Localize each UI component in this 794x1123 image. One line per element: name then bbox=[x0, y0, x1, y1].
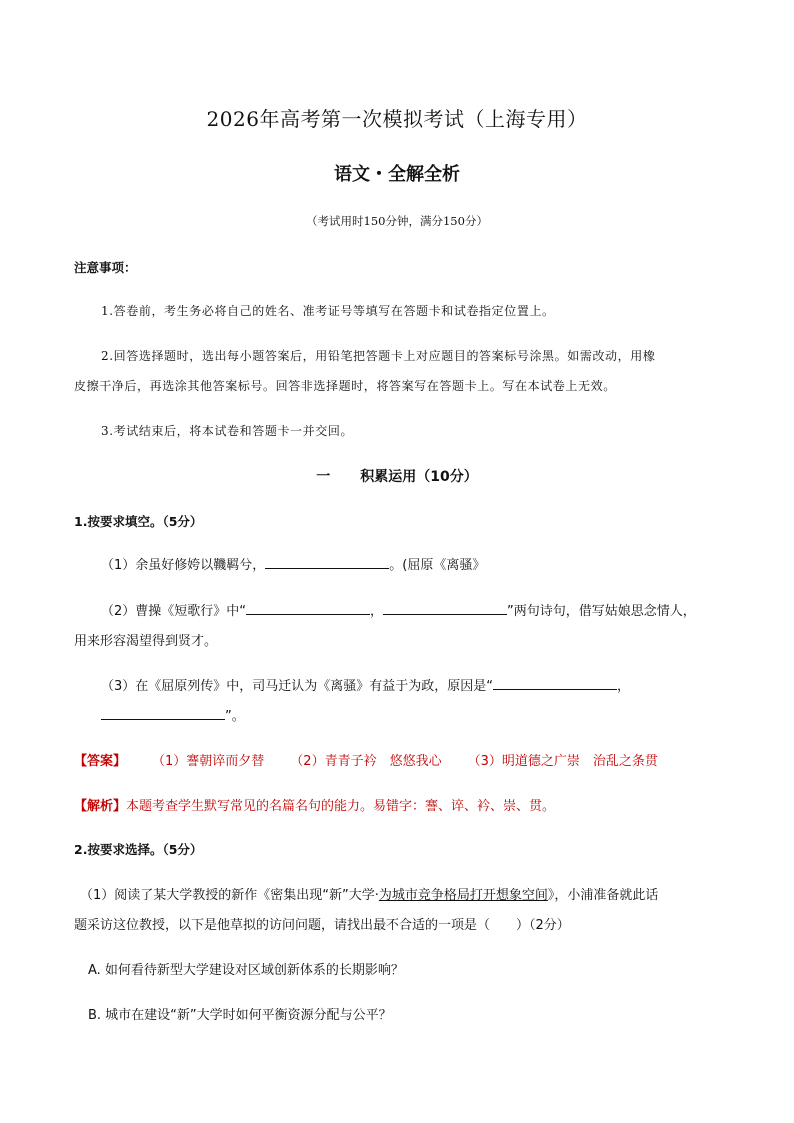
question-2-part-1 bbox=[80, 884, 658, 903]
answer-blank[interactable] bbox=[383, 602, 507, 615]
answer-blank[interactable] bbox=[493, 677, 617, 690]
q1-p2-comma: ， bbox=[370, 604, 384, 619]
question-2-part-1-line-2: 题采访这位教授，以下是他草拟的访问问题，请找出最不合适的一项是（ ）（2分） bbox=[74, 918, 570, 933]
section-heading bbox=[0, 466, 794, 486]
analysis-text: 本题考查学生默写常见的名篇名句的能力。易错字：謇、谇、衿、崇、贯。 bbox=[126, 799, 556, 814]
question-2-heading: 2.按要求选择。（5分） bbox=[74, 842, 203, 857]
question-1-heading: 1.按要求填空。（5分） bbox=[74, 514, 203, 529]
analysis-line bbox=[74, 795, 555, 814]
option-a[interactable]: A. 如何看待新型大学建设对区域创新体系的长期影响？ bbox=[88, 963, 404, 978]
q1-p3-end: ”。 bbox=[225, 709, 245, 724]
answer-2: （2）青青子衿 悠悠我心 bbox=[290, 754, 442, 769]
section-title: 积累运用（10分） bbox=[360, 469, 478, 485]
q2-p1-text: （1）阅读了某大学教授的新作《密集出现“新”大学· bbox=[80, 888, 379, 903]
answer-blank[interactable] bbox=[246, 602, 370, 615]
analysis-tag: 【解析】 bbox=[74, 799, 127, 814]
document-title: 2026年高考第一次模拟考试（上海专用） bbox=[206, 107, 588, 131]
q1-p2-text-end: ”两句诗句，借写姑娘思念情人， bbox=[507, 604, 696, 619]
notice-item-2-line-1: 2.回答选择题时，选出每小题答案后，用铅笔把答题卡上对应题目的答案标号涂黑。如需改动，用橡 bbox=[101, 349, 656, 363]
answer-line bbox=[74, 750, 658, 769]
question-1-part-2-line-2: 用来形容渴望得到贤才。 bbox=[74, 634, 218, 649]
option-b[interactable]: B. 城市在建设“新”大学时如何平衡资源分配与公平？ bbox=[88, 1008, 392, 1023]
notice-item-3: 3.考试结束后，将本试卷和答题卡一并交回。 bbox=[101, 424, 354, 438]
question-1-part-1 bbox=[101, 554, 485, 573]
q2-p1-underlined: 为城市竞争格局打开想象空间 bbox=[378, 888, 548, 903]
section-number: 一 bbox=[316, 469, 331, 485]
answer-3: （3）明道德之广崇 治乱之条贯 bbox=[467, 754, 658, 769]
q1-p3-comma: ， bbox=[617, 679, 631, 694]
exam-info: （考试用时150分钟，满分150分） bbox=[306, 214, 488, 228]
notice-item-2-line-2: 皮擦干净后，再选涂其他答案标号。回答非选择题时，将答案写在答题卡上。写在本试卷上无效。 bbox=[74, 379, 616, 393]
q1-p2-text: （2）曹操《短歌行》中“ bbox=[101, 604, 247, 619]
q1-p1-text: （1）余虽好修姱以鞿羁兮， bbox=[101, 558, 266, 573]
q1-p3-text: （3）在《屈原列传》中，司马迁认为《离骚》有益于为政，原因是“ bbox=[101, 679, 494, 694]
notice-heading: 注意事项： bbox=[74, 260, 137, 275]
answer-1: （1）謇朝谇而夕替 bbox=[152, 754, 265, 769]
answer-blank[interactable] bbox=[101, 707, 225, 720]
question-1-part-3-line-2 bbox=[101, 705, 245, 724]
answer-tag: 【答案】 bbox=[74, 754, 127, 769]
q1-p1-source: 。(屈原《离骚》 bbox=[389, 558, 486, 573]
answer-blank[interactable] bbox=[265, 556, 389, 569]
question-1-part-2 bbox=[101, 600, 696, 619]
notice-item-1: 1.答卷前，考生务必将自己的姓名、准考证号等填写在答题卡和试卷指定位置上。 bbox=[101, 304, 555, 318]
document-subtitle: 语文・全解全析 bbox=[334, 164, 460, 185]
q2-p1-text-end: 》，小浦准备就此话 bbox=[547, 888, 659, 903]
question-1-part-3 bbox=[101, 675, 630, 694]
